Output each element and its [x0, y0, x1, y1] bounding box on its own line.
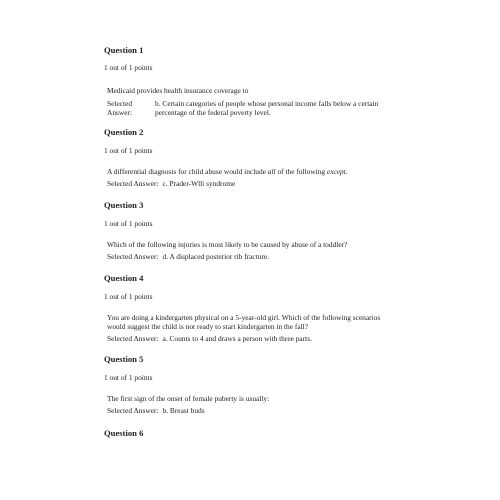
selected-answer	[107, 179, 235, 188]
question-points: 1 out of 1 points	[104, 373, 153, 382]
question-points: 1 out of 1 points	[104, 146, 153, 155]
selected-answer	[107, 406, 205, 415]
question-title: Question 4	[104, 273, 144, 283]
selected-answer-value: c. Prader-Wlli syndrome	[162, 179, 236, 188]
selected-answer-value: b. Breast buds	[162, 406, 205, 415]
question-text: Medicaid provides health insurance coverage to	[107, 86, 249, 95]
selected-answer	[107, 252, 269, 261]
selected-answer-label: Selected Answer:	[107, 179, 159, 188]
question-points: 1 out of 1 points	[104, 63, 153, 72]
selected-answer-label: Selected Answer:	[107, 334, 159, 343]
selected-answer-value: d. A displaced posterior rib fracture.	[162, 252, 270, 261]
selected-answer-label: Selected Answer:	[107, 252, 159, 261]
question-text: You are doing a kindergarten physical on a 5-year-old girl. Which of the following scenarios would suggest the child is not ready to start kindergarten in the fall?	[107, 313, 381, 332]
selected-answer	[107, 334, 312, 343]
question-title: Question 3	[104, 200, 144, 210]
question-title: Question 2	[104, 127, 144, 137]
selected-answer-label: Selected Answer:	[107, 99, 133, 118]
question-title: Question 1	[104, 45, 144, 55]
question-points: 1 out of 1 points	[104, 292, 153, 301]
question-title: Question 6	[104, 428, 144, 438]
question-points: 1 out of 1 points	[104, 219, 153, 228]
question-title: Question 5	[104, 354, 144, 364]
selected-answer-label: Selected Answer:	[107, 406, 159, 415]
question-text: A differential diagnosis for child abuse would include all of the following except.	[107, 167, 348, 176]
selected-answer-value: b. Certain categories of people whose personal income falls below a certain percentage of the federal poverty level.	[155, 99, 379, 118]
selected-answer-value: a. Counts to 4 and draws a person with three parts.	[162, 334, 312, 343]
question-text: The first sign of the onset of female puberty is usually:	[107, 394, 270, 403]
question-text: Which of the following injuries is most likely to be caused by abuse of a toddler?	[107, 240, 348, 249]
